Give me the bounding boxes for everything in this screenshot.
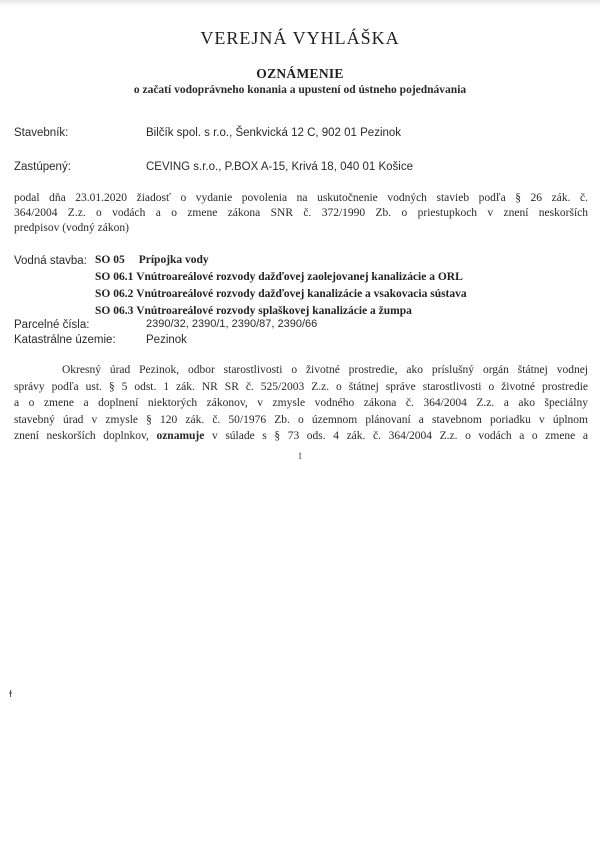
stavba-code: SO 06.3 xyxy=(95,305,134,317)
katastralne-value: Pezinok xyxy=(146,334,187,346)
stavba-code: SO 06.2 xyxy=(95,288,134,300)
body-line: Okresný úrad Pezinok, odbor starostlivosti o životné prostredie, ako príslušný orgán štátnej vodnej xyxy=(62,364,588,376)
stavebnik-value: Bilčík spol. s r.o., Šenkvická 12 C, 902 01 Pezinok xyxy=(146,127,402,139)
document-title: VEREJNÁ VYHLÁŠKA xyxy=(200,28,400,48)
body-last-pre: znení neskorších doplnkov, xyxy=(14,430,149,442)
stavba-code: SO 05 xyxy=(95,254,125,266)
scan-speck-mark xyxy=(9,690,12,699)
katastralne-label: Katastrálne územie: xyxy=(14,334,116,346)
zastupeny-label: Zastúpený: xyxy=(14,161,71,173)
body-line-last xyxy=(14,428,588,445)
stavba-item xyxy=(95,305,412,317)
zastupeny-value: CEVING s.r.o., P.BOX A-15, Krivá 18, 040 01 Košice xyxy=(146,161,413,173)
body-last-post: v súlade s § 73 ods. 4 zák. č. 364/2004 Z.z. o vodách a o zmene a xyxy=(211,430,588,442)
parcelne-value: 2390/32, 2390/1, 2390/87, 2390/66 xyxy=(146,318,318,330)
stavba-name: Prípojka vody xyxy=(138,254,209,266)
stavba-item xyxy=(95,271,463,283)
body-line: stavebný úrad v zmysle § 120 zák. č. 50/1976 Zb. o územnom plánovaní a stavebnom poriadku v úplnom xyxy=(14,413,588,426)
stavba-item xyxy=(95,288,467,300)
intro-line: predpisov (vodný zákon) xyxy=(14,222,129,234)
intro-line: 364/2004 Z.z. o vodách a o zmene zákona SNR č. 372/1990 Zb. o priestupkoch v znení neskorších xyxy=(14,207,588,219)
body-line: a o zmene a doplnení niektorých zákonov, v zmysle vodného zákona č. 364/2004 Z.z. a ako špeciálny xyxy=(14,397,588,409)
oznamuje-keyword: oznamuje xyxy=(156,430,205,442)
intro-line: podal dňa 23.01.2020 žiadosť o vydanie povolenia na uskutočnenie vodných stavieb podľa § 26 zák. č. xyxy=(14,192,588,204)
stavba-name: Vnútroareálové rozvody dažďovej kanalizácie a vsakovacia sústava xyxy=(136,288,467,300)
intro-paragraph xyxy=(14,191,588,236)
body-line: správy podľa ust. § 5 odst. 1 zák. NR SR č. 525/2003 Z.z. o štátnej správe starostlivosti o životné prostredie xyxy=(14,380,588,393)
stavba-item xyxy=(95,254,209,266)
page-number: 1 xyxy=(297,452,303,462)
stavba-name: Vnútroareálové rozvody splaškovej kanalizácie a žumpa xyxy=(136,305,412,317)
body-paragraph xyxy=(14,362,588,445)
scan-edge-shadow xyxy=(0,0,600,6)
document-heading: OZNÁMENIE xyxy=(256,66,344,81)
parcelne-label: Parcelné čísla: xyxy=(14,319,90,331)
vodna-stavba-label: Vodná stavba: xyxy=(14,255,87,267)
stavba-code: SO 06.1 xyxy=(95,271,134,283)
stavebnik-label: Stavebník: xyxy=(14,127,69,139)
stavba-name: Vnútroareálové rozvody dažďovej zaolejovanej kanalizácie a ORL xyxy=(136,271,463,283)
document-subheading: o začatí vodoprávneho konania a upustení od ústneho pojednávania xyxy=(133,84,467,96)
